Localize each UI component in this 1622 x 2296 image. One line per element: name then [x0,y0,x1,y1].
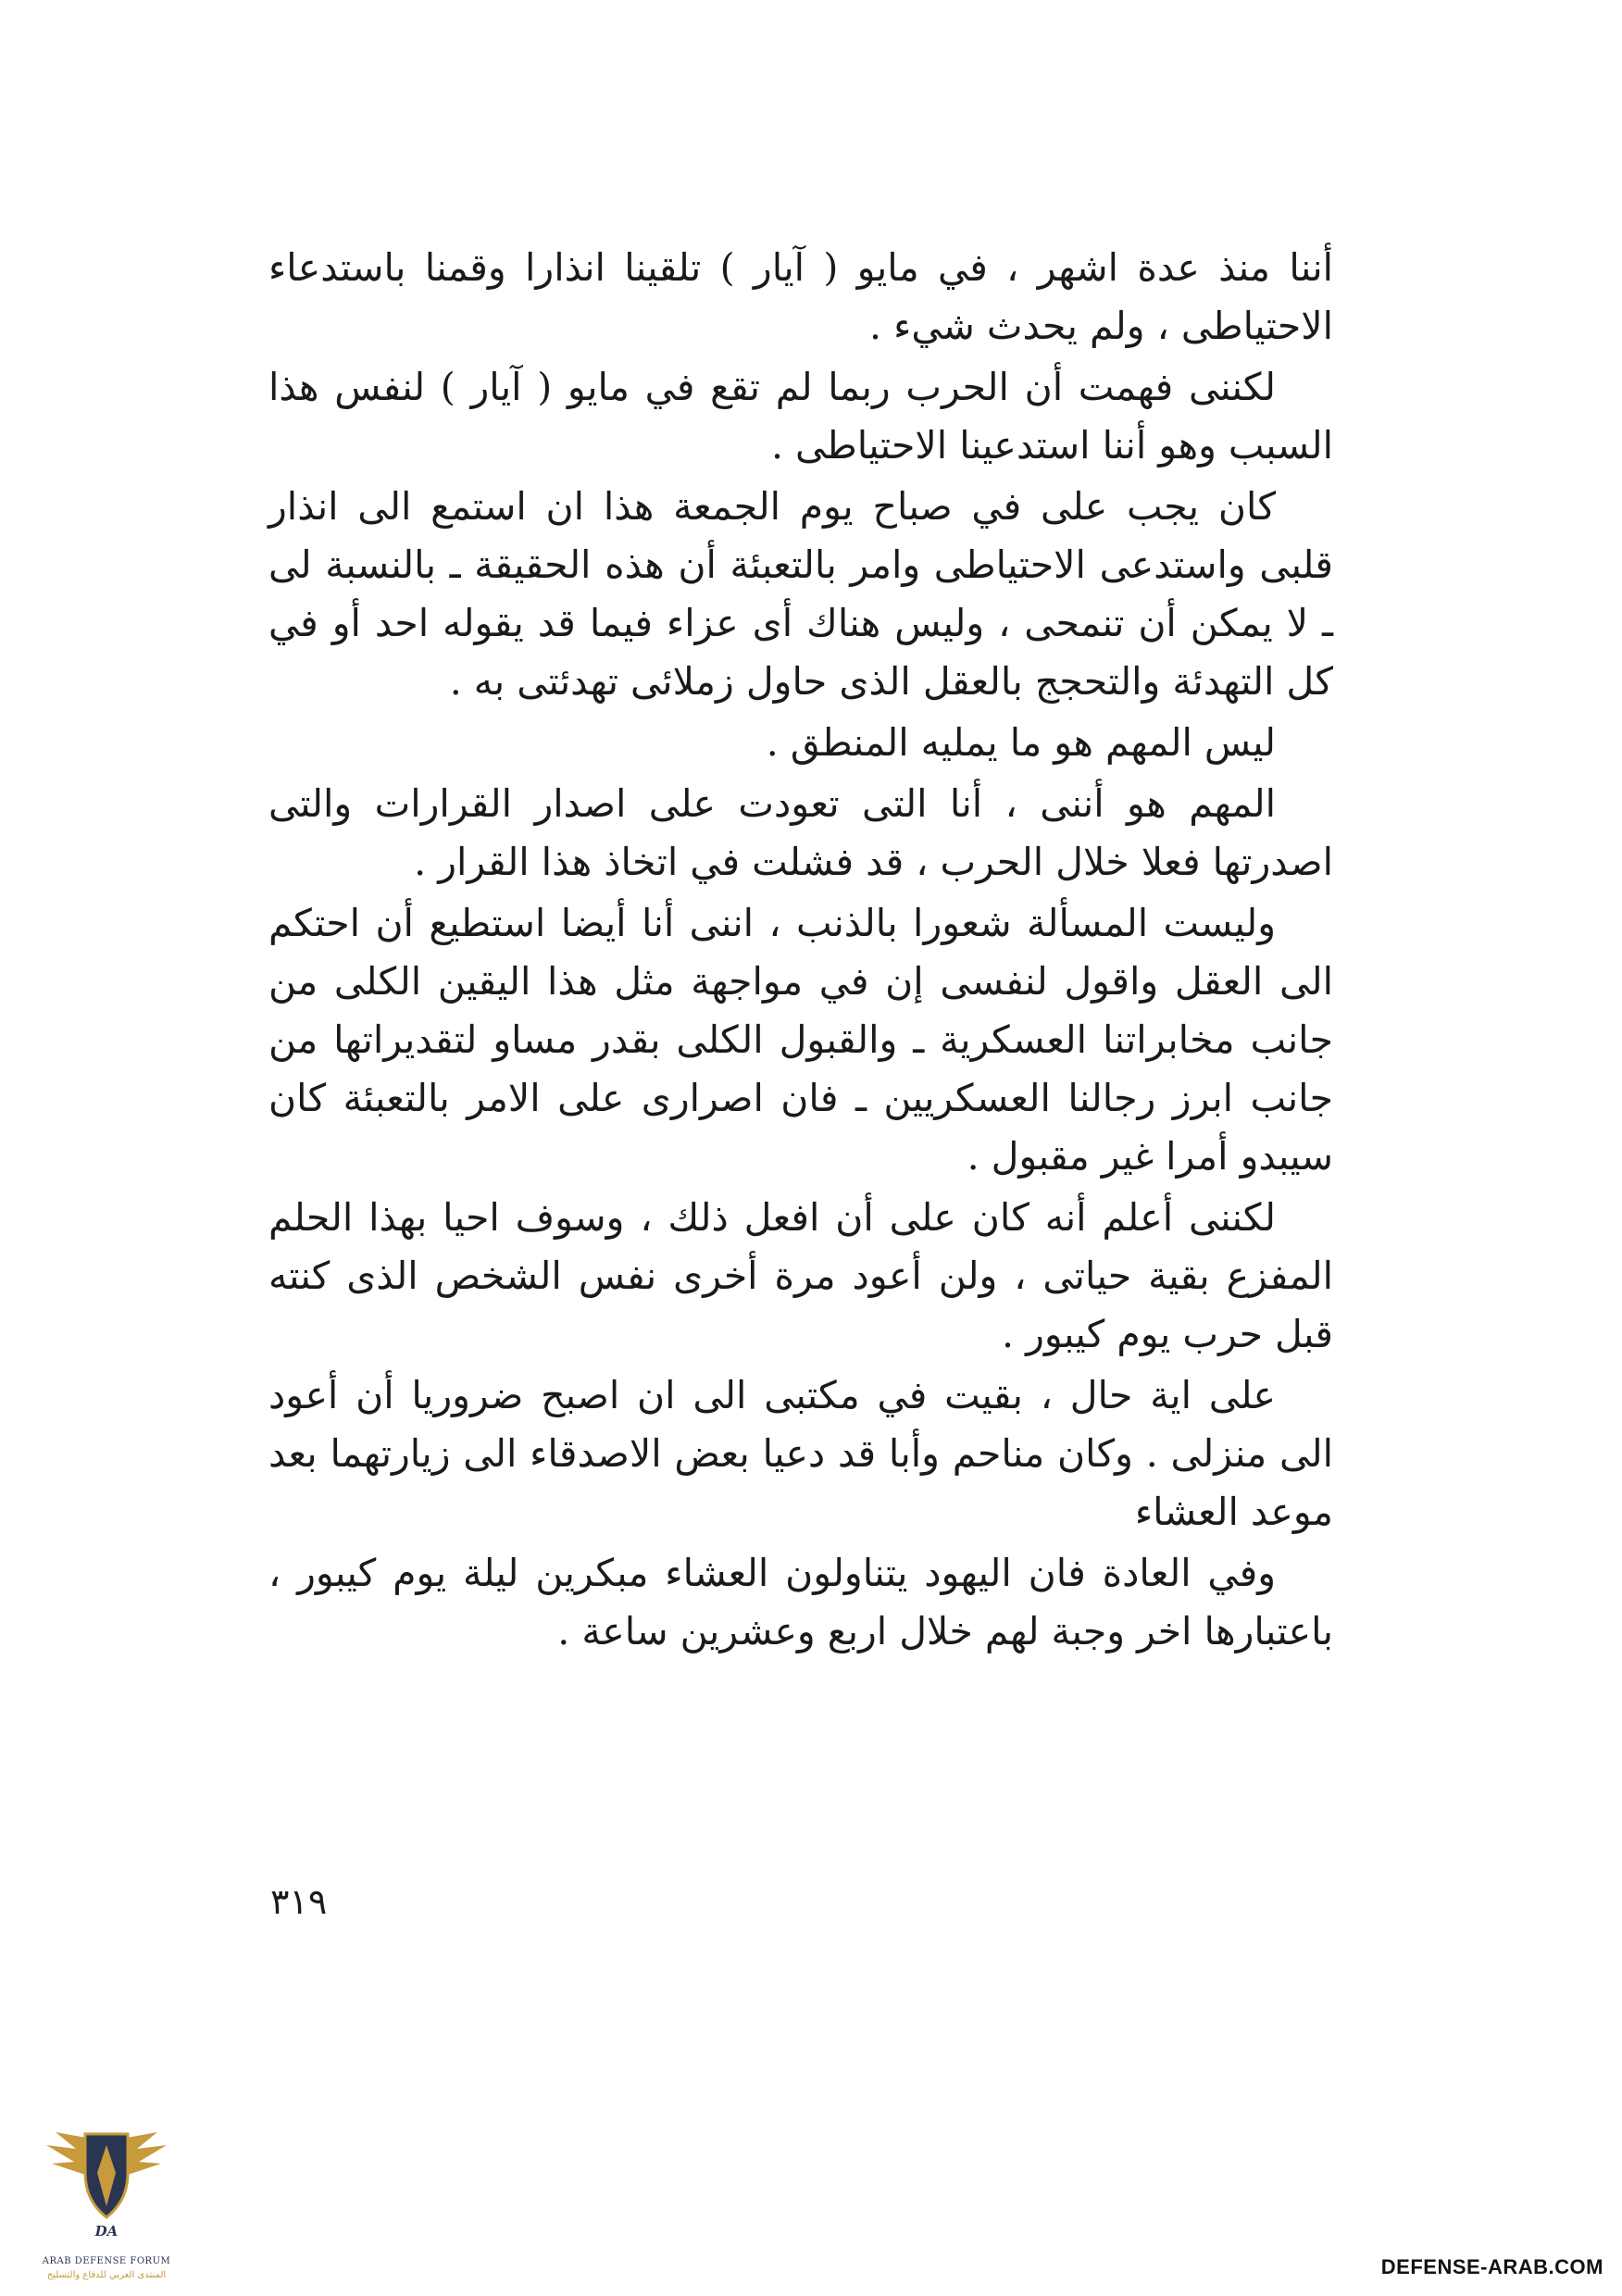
logo-text-english: ARAB DEFENSE FORUM [42,2256,171,2266]
page-number: ٣١٩ [270,1881,328,1922]
forum-logo [28,2125,185,2287]
paragraph: لكننى فهمت أن الحرب ربما لم تقع في مايو ( آيار ) لنفس هذا السبب وهو أننا استدعينا الاحتياطى . [268,365,1333,468]
logo-text-arabic: المنتدى العربي للدفاع والتسليح [46,2270,167,2280]
paragraph: المهم هو أننى ، أنا التى تعودت على اصدار القرارات والتى اصدرتها فعلا خلال الحرب ، قد فشلت في اتخاذ هذا القرار . [268,781,1333,884]
shield-wings-icon [28,2125,185,2227]
paragraph: ليس المهم هو ما يمليه المنطق . [766,720,1276,765]
paragraph: لكننى أعلم أنه كان على أن افعل ذلك ، وسوف احيا بهذا الحلم المفزع بقية حياتى ، ولن أعود مرة أخرى نفس الشخص الذى كنته قبل حرب يوم كيبور . [268,1195,1333,1356]
paragraph: وليست المسألة شعورا بالذنب ، اننى أنا أيضا استطيع أن احتكم الى العقل واقول لنفسى إن في مواجهة مثل هذا اليقين الكلى من جانب مخابراتنا العسكرية ـ والقبول الكلى بقدر مساو لتقديراتها من جانب ابرز رجالنا العسكريين ـ فان اصرارى على الامر بالتعبئة كان سيبدو أمرا غير مقبول . [268,901,1333,1179]
paragraph: أننا منذ عدة اشهر ، في مايو ( آيار ) تلقينا انذارا وقمنا باستدعاء الاحتياطى ، ولم يحدث شيء . [268,245,1333,348]
paragraph: كان يجب على في صباح يوم الجمعة هذا ان استمع الى انذار قلبى واستدعى الاحتياطى وامر بالتعبئة أن هذه الحقيقة ـ بالنسبة لى ـ لا يمكن أن تنمحى ، وليس هناك أى عزاء فيما قد يقوله احد أو في كل التهدئة والتحجج بالعقل الذى حاول زملائى تهدئتى به . [268,484,1333,704]
paragraph: على اية حال ، بقيت في مكتبى الى ان اصبح ضروريا أن أعود الى منزلى . وكان مناحم وأبا قد دعيا بعض الاصدقاء الى زيارتهما بعد موعد العشاء [268,1373,1333,1534]
site-watermark: DEFENSE-ARAB.COM [1380,2255,1603,2278]
body-text [268,239,1333,1664]
paragraph: وفي العادة فان اليهود يتناولون العشاء مبكرين ليلة يوم كيبور ، باعتبارها اخر وجبة لهم خلال اربع وعشرين ساعة . [268,1551,1333,1653]
logo-abbreviation: DA [94,2223,119,2240]
